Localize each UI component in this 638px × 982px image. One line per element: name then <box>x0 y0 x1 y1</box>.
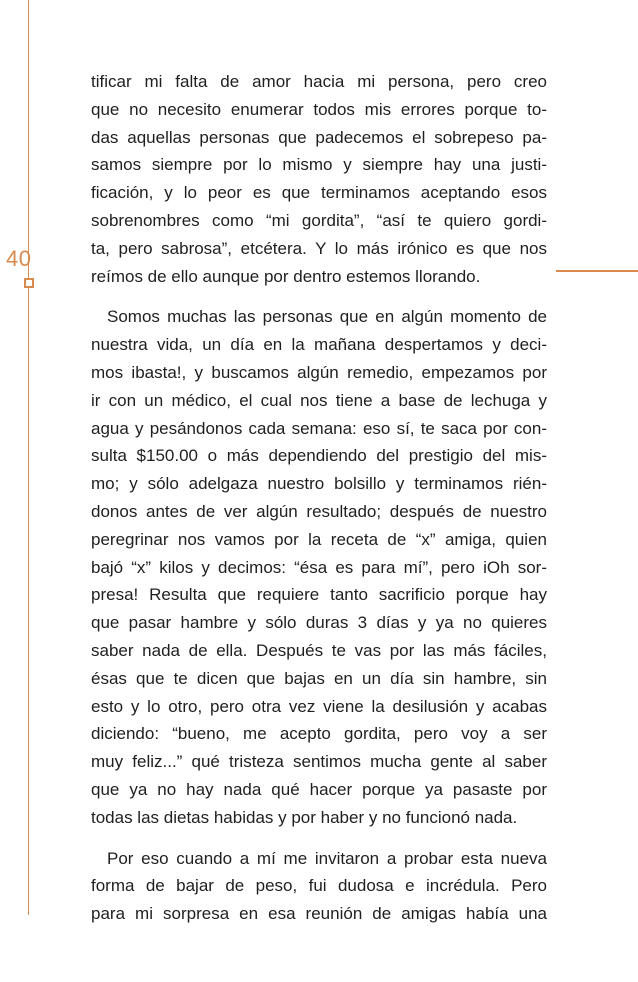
text-line: samos siempre por lo mismo y siempre hay una justi- <box>91 155 547 175</box>
text-line: nuestra vida, un día en la mañana despertamos y deci- <box>91 335 547 355</box>
margin-horizontal-rule <box>556 270 638 272</box>
text-line: bajó “x” kilos y decimos: “ésa es para mí”, pero iOh sor- <box>91 557 547 577</box>
text-line: agua y pesándonos cada semana: eso sí, te saca por con- <box>91 418 547 438</box>
text-line: presa! Resulta que requiere tanto sacrificio porque hay <box>91 585 547 605</box>
text-line: ir con un médico, el cual nos tiene a base de lechuga y <box>91 390 547 410</box>
text-line: donos antes de ver algún resultado; después de nuestro <box>91 501 547 521</box>
text-line: que no necesito enumerar todos mis errores porque to- <box>91 99 547 119</box>
text-line: peregrinar nos vamos por la receta de “x” amiga, quien <box>91 529 547 549</box>
text-line: diciendo: “bueno, me acepto gordita, pero voy a ser <box>91 724 547 744</box>
margin-vertical-rule <box>28 0 29 915</box>
text-line: mo; y sólo adelgaza nuestro bolsillo y terminamos rién- <box>91 474 547 494</box>
text-line: que ya no hay nada qué hacer porque ya pasaste por <box>91 779 547 799</box>
text-line: ficación, y lo peor es que terminamos aceptando esos <box>91 183 547 203</box>
text-line: Por eso cuando a mí me invitaron a probar esta nueva <box>107 848 547 868</box>
text-line: para mi sorpresa en esa reunión de amigas había una <box>91 904 547 924</box>
text-line: das aquellas personas que padecemos el sobrepeso pa- <box>91 127 547 147</box>
page-marker-square <box>24 278 34 288</box>
page-number: 40 <box>6 246 32 271</box>
text-line: muy feliz...” qué tristeza sentimos mucha gente al saber <box>91 752 547 772</box>
text-line: ésas que te dicen que bajas en un día sin hambre, sin <box>91 668 547 688</box>
text-line: esto y lo otro, pero otra vez viene la desilusión y acabas <box>91 696 547 716</box>
text-line: forma de bajar de peso, fui dudosa e incrédula. Pero <box>91 876 547 896</box>
paragraph-3 <box>91 845 547 928</box>
text-line: sulta $150.00 o más dependiendo del prestigio del mis- <box>91 446 547 466</box>
body-text <box>91 68 547 928</box>
paragraph-2 <box>91 303 547 831</box>
text-line: saber nada de ella. Después te vas por las más fáciles, <box>91 640 547 660</box>
text-line: tificar mi falta de amor hacia mi persona, pero creo <box>91 72 547 91</box>
text-line: todas las dietas habidas y por haber y no funcionó nada. <box>91 807 518 827</box>
paragraph-1 <box>91 68 547 290</box>
text-line: ta, pero sabrosa”, etcétera. Y lo más irónico es que nos <box>91 238 547 258</box>
text-line: sobrenombres como “mi gordita”, “así te quiero gordi- <box>91 210 547 230</box>
text-line: Somos muchas las personas que en algún momento de <box>107 307 547 327</box>
text-line: reímos de ello aunque por dentro estemos llorando. <box>91 266 481 286</box>
text-line: mos ibasta!, y buscamos algún remedio, empezamos por <box>91 362 547 382</box>
text-line: que pasar hambre y sólo duras 3 días y ya no quieres <box>91 613 547 633</box>
